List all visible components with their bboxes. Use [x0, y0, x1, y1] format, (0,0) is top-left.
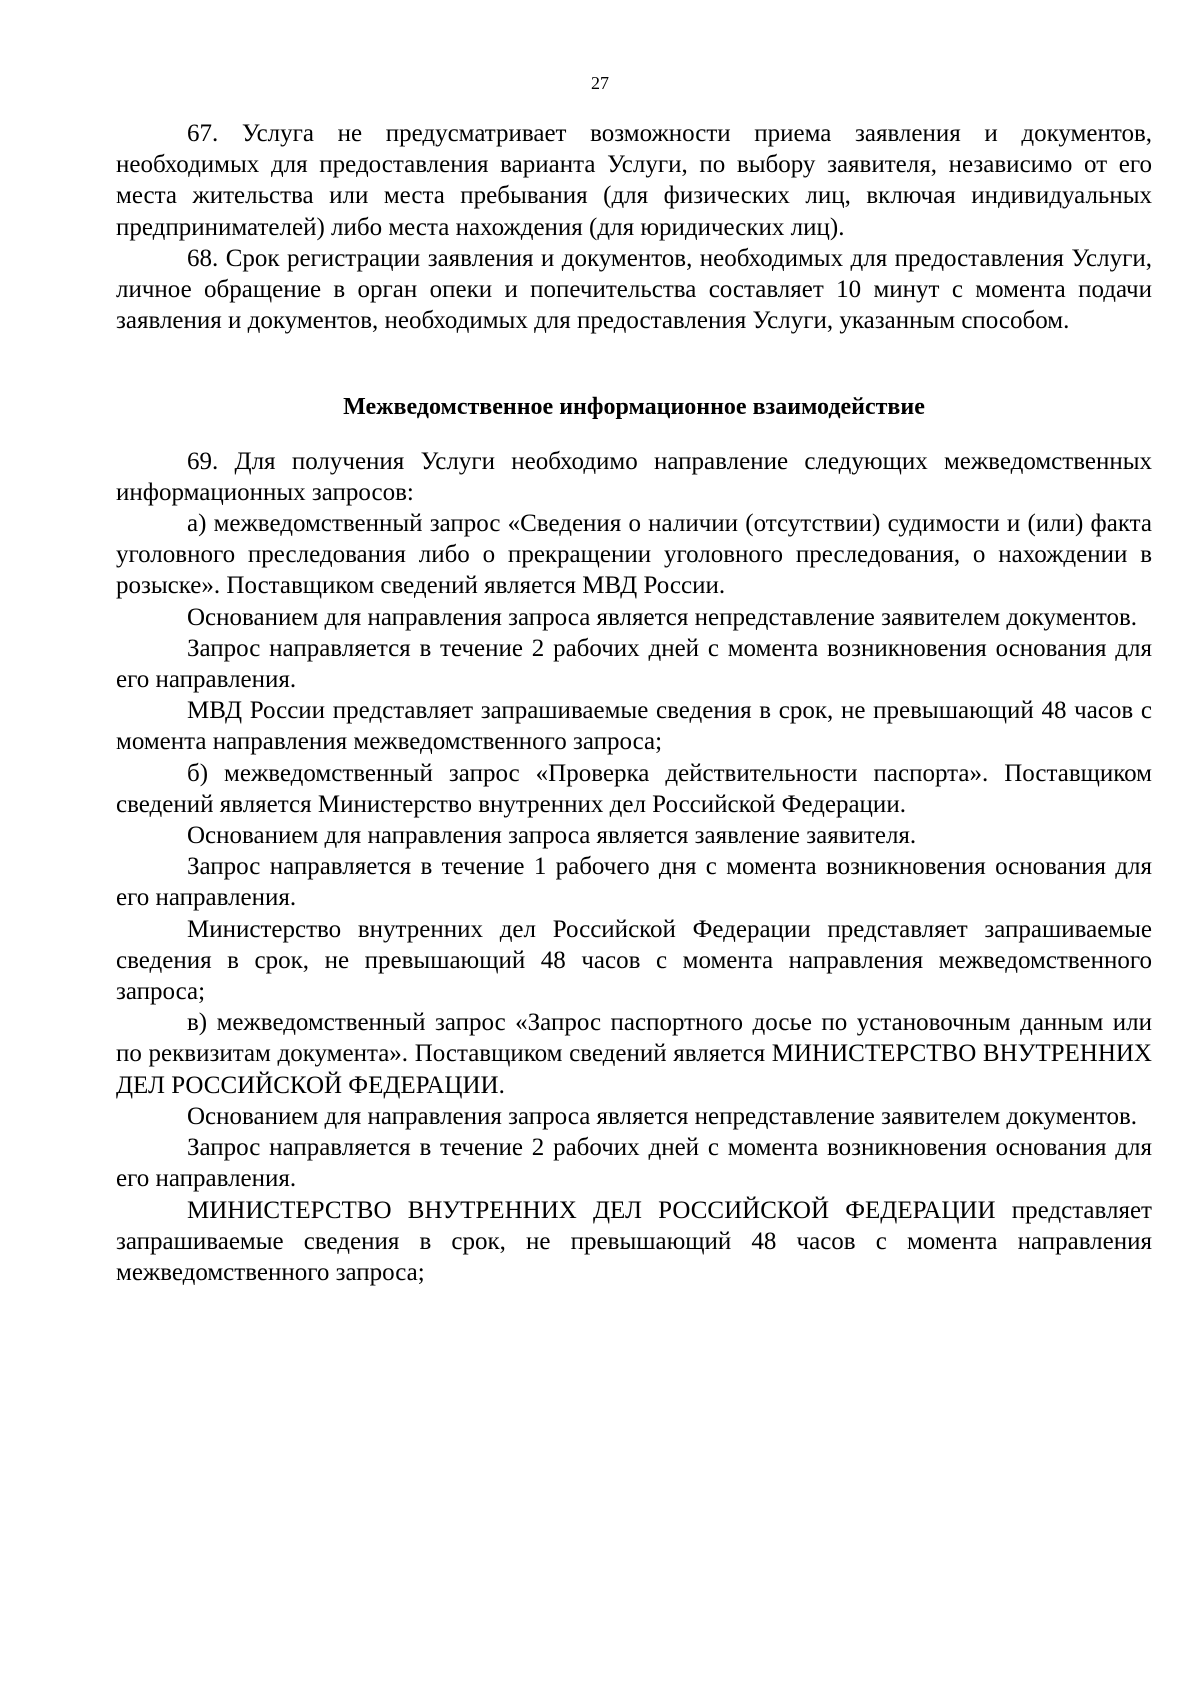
- paragraph-69-b-response: Министерство внутренних дел Российской Федерации представляет запрашиваемые сведения в срок, не превышающий 48 часов с момента направления межведомственного запроса;: [116, 915, 1152, 1006]
- paragraph-69-v: в) межведомственный запрос «Запрос паспортного досье по установочным данным или по реквизитам документа». Поставщиком сведений является МИНИСТЕРСТВО ВНУТРЕННИХ ДЕЛ РОССИЙСКОЙ ФЕДЕРАЦИИ.: [116, 1009, 1152, 1099]
- paragraph-67: 67. Услуга не предусматривает возможности приема заявления и документов, необходимых для предоставления варианта Услуги, по выбору заявителя, независимо от его места жительства или места пребывания (для физических лиц, включая индивидуальных предпринимателей) либо места нахождения (для юридических лиц).: [116, 120, 1152, 241]
- paragraph-69-a-term: Запрос направляется в течение 2 рабочих дней с момента возникновения основания для его направления.: [116, 634, 1152, 694]
- paragraph-69-v-basis: Основанием для направления запроса является непредставление заявителем документов.: [187, 1102, 1138, 1130]
- page-number: 27: [591, 73, 609, 93]
- paragraph-69-b: б) межведомственный запрос «Проверка действительности паспорта». Поставщиком сведений является Министерство внутренних дел Российской Федерации.: [116, 759, 1152, 818]
- paragraph-69: 69. Для получения Услуги необходимо направление следующих межведомственных информационных запросов:: [116, 447, 1152, 506]
- paragraph-69-b-term: Запрос направляется в течение 1 рабочего дня с момента возникновения основания для его направления.: [116, 853, 1152, 912]
- document-body: [116, 118, 1152, 1288]
- paragraph-68: 68. Срок регистрации заявления и документов, необходимых для предоставления Услуги, личное обращение в орган опеки и попечительства составляет 10 минут с момента подачи заявления и документов, необходимых для предоставления Услуги, указанным способом.: [116, 244, 1152, 335]
- paragraph-69-a-response: МВД России представляет запрашиваемые сведения в срок, не превышающий 48 часов с момента направления межведомственного запроса;: [116, 697, 1152, 756]
- paragraph-69-v-term: Запрос направляется в течение 2 рабочих дней с момента возникновения основания для его направления.: [116, 1134, 1152, 1193]
- paragraph-69-a: а) межведомственный запрос «Сведения о наличии (отсутствии) судимости и (или) факта уголовного преследования либо о прекращении уголовного преследования, о нахождении в розыске». Поставщиком сведений является МВД России.: [116, 510, 1152, 600]
- paragraph-69-b-basis: Основанием для направления запроса является заявление заявителя.: [187, 822, 917, 850]
- section-heading: Межведомственное информационное взаимодействие: [343, 394, 925, 421]
- paragraph-69-a-basis: Основанием для направления запроса является непредставление заявителем документов.: [187, 603, 1138, 631]
- paragraph-69-v-response: МИНИСТЕРСТВО ВНУТРЕННИХ ДЕЛ РОССИЙСКОЙ ФЕДЕРАЦИИ представляет запрашиваемые сведения в срок, не превышающий 48 часов с момента направления межведомственного запроса;: [116, 1196, 1152, 1286]
